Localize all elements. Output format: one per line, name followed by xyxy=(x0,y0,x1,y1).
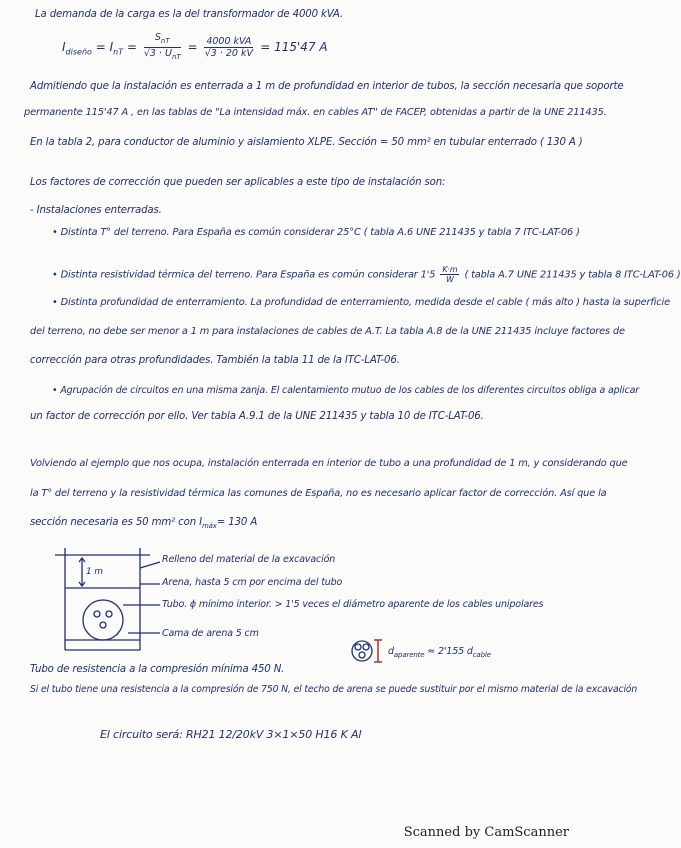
diagram-label-cama: Cama de arena 5 cm xyxy=(162,628,259,639)
bullet-depth-2: del terreno, no debe ser menor a 1 m para instalaciones de cables de A.T. La tabla A.8 de la UNE 211435 incluye factores de xyxy=(30,326,625,337)
frac2-num: 4000 kVA xyxy=(206,35,252,47)
diagram-depth-label: 1 m xyxy=(86,567,103,577)
paragraph-line-3: permanente 115'47 A , en las tablas de "La intensidad máx. en cables AT" de FACEP, obtenidas a partir de la UNE 211435. xyxy=(24,107,607,118)
eq-1: = I xyxy=(95,39,114,54)
diagram-label-tubo: Tubo. ϕ mínimo interior. > 1'5 veces el diámetro aparente de los cables unipolares xyxy=(162,599,544,610)
bullet-grouping-1: • Agrupación de circuitos en una misma zanja. El calentamiento mutuo de los cables de los diferentes circuitos obliga a aplicar xyxy=(52,385,640,396)
dapar-value-sub: cable xyxy=(472,650,491,659)
imax-sub: máx xyxy=(201,522,217,531)
conclusion-line-2: la T° del terreno y la resistividad térmica las comunes de España, no es necesario aplicar factor de corrección. Así que la xyxy=(30,488,607,499)
thermal-unit-num: K·m xyxy=(442,265,458,274)
bullet-resistivity-tables: ( tabla A.7 UNE 211435 y tabla 8 ITC-LAT-06 ) xyxy=(464,269,681,281)
frac1-den-sub: nT xyxy=(171,52,181,61)
scanner-watermark: Scanned by CamScanner xyxy=(403,825,569,840)
eq-1-sub: nT xyxy=(113,47,124,57)
circuit-designation: El circuito será: RH21 12/20kV 3×1×50 H16 K Al xyxy=(100,728,362,741)
conclusion-line-3-text: sección necesaria es 50 mm² con I xyxy=(30,517,202,528)
conclusion-line-3-value: = 130 A xyxy=(216,517,258,528)
dapar-sub: aparente xyxy=(393,650,425,659)
frac1-num: S xyxy=(154,32,161,43)
frac2-den: √3 · 20 kV xyxy=(204,47,253,59)
bullet-resistivity-text: • Distinta resistividad térmica del terreno. Para España es común considerar 1'5 xyxy=(52,269,436,281)
bullet-depth-1: • Distinta profundidad de enterramiento. La profundidad de enterramiento, medida desde el cable ( más alto ) hasta la superficie xyxy=(52,297,670,308)
diagram-label-arena: Arena, hasta 5 cm por encima del tubo xyxy=(162,577,343,588)
frac1-num-sub: nT xyxy=(160,36,170,45)
paragraph-line-5: Los factores de corrección que pueden ser aplicables a este tipo de instalación son: xyxy=(30,177,446,188)
dapar-symbol: d xyxy=(388,646,394,657)
tube-substitution-line: Si el tubo tiene una resistencia a la compresión de 750 N, el techo de arena se puede sustituir por el mismo material de la excavación xyxy=(30,684,638,695)
eq-result: = 115'47 A xyxy=(260,39,328,54)
eq-lhs-sub: diseño xyxy=(65,47,92,57)
design-current-equation: $I_{diseño} = I_{nT}$ = $\frac{S_{nT}}{√3 \cdot U_{nT}}$ = $\frac{\text{4000 kVA}}{√3 \cdot 20 kV}$ = 115'47 A xyxy=(62,32,328,61)
paragraph-line-2: Admitiendo que la instalación es enterrada a 1 m de profundidad en interior de tubos, la sección necesaria que soporte xyxy=(30,81,624,92)
frac1-den: √3 · U xyxy=(143,47,172,59)
conclusion-line-1: Volviendo al ejemplo que nos ocupa, instalación enterrada en interior de tubo a una profundidad de 1 m, y considerando que xyxy=(30,458,628,469)
paragraph-line-6: - Instalaciones enterradas. xyxy=(30,205,162,216)
thermal-unit-den: W xyxy=(446,275,454,284)
intro-line: La demanda de la carga es la del transformador de 4000 kVA. xyxy=(35,9,344,20)
bullet-temperature: • Distinta T° del terreno. Para España es común considerar 25°C ( tabla A.6 UNE 211435 y tabla 7 ITC-LAT-06 ) xyxy=(52,227,580,238)
bullet-grouping-2: un factor de corrección por ello. Ver tabla A.9.1 de la UNE 211435 y tabla 10 de ITC-LAT-06. xyxy=(30,411,484,422)
tube-resistance-line: Tubo de resistencia a la compresión mínima 450 N. xyxy=(30,664,285,675)
bullet-depth-3: corrección para otras profundidades. También la tabla 11 de la ITC-LAT-06. xyxy=(30,355,400,366)
paragraph-line-4: En la tabla 2, para conductor de aluminio y aislamiento XLPE. Sección = 50 mm² en tubular enterrado ( 130 A ) xyxy=(30,137,583,148)
apparent-diameter xyxy=(388,645,491,662)
dapar-value: ≈ 2'155 d xyxy=(427,646,473,657)
eq-lhs: I xyxy=(62,39,66,54)
diagram-label-relleno: Relleno del material de la excavación xyxy=(162,554,336,565)
